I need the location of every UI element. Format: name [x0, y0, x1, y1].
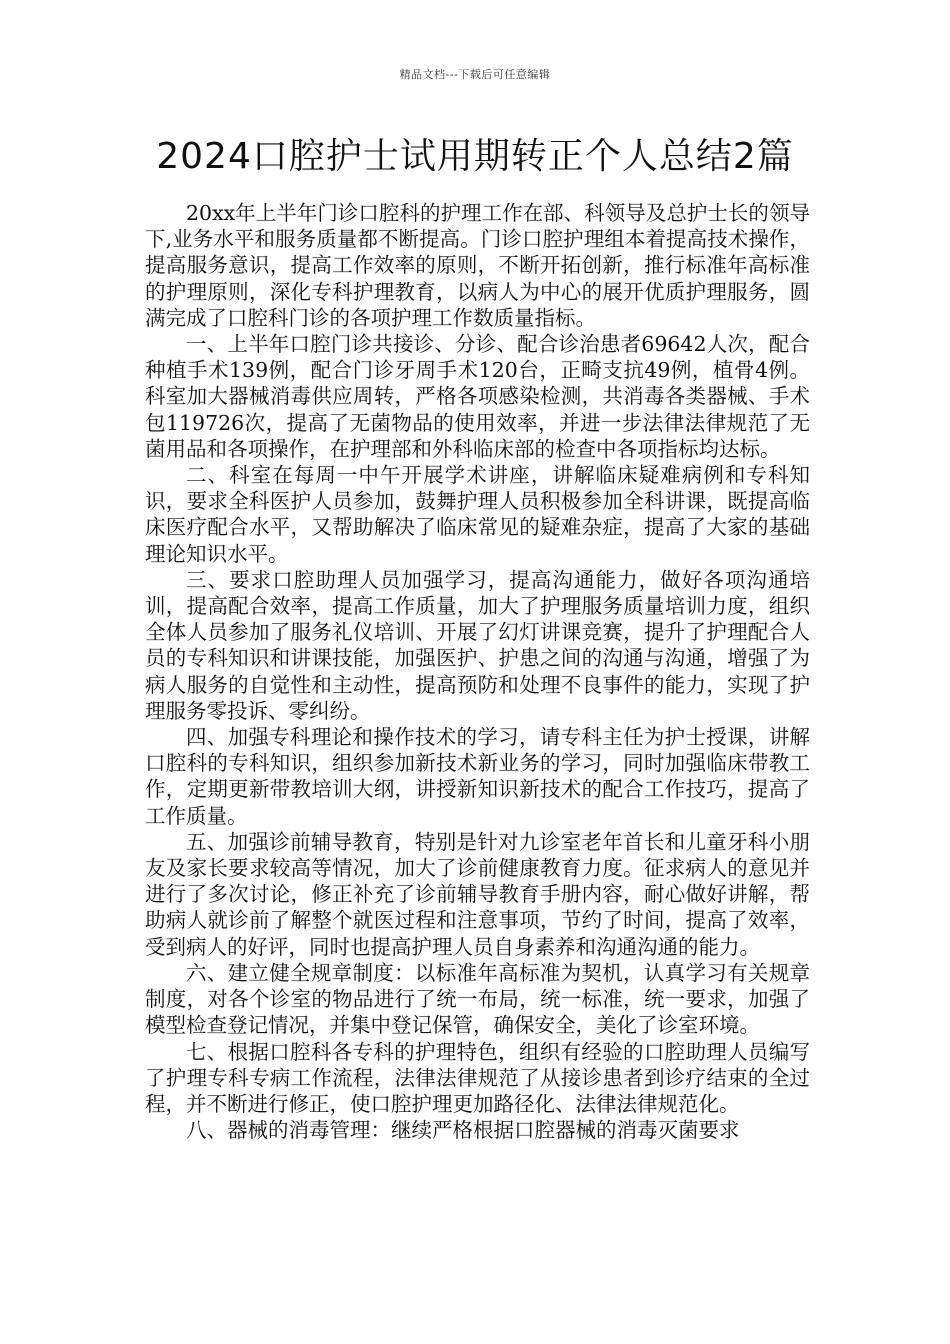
paragraph-intro: 20xx年上半年门诊口腔科的护理工作在部、科领导及总护士长的领导下,业务水平和服务质量都不断提高。门诊口腔护理组本着提高技术操作，提高服务意识，提高工作效率的原则，不断开拓创新，推行标准年高标准的护理原则，深化专科护理教育，以病人为中心的展开优质护理服务，圆满完成了口腔科门诊的各项护理工作数质量指标。 — [145, 201, 810, 330]
paragraph-8: 八、器械的消毒管理：继续严格根据口腔器械的消毒灭菌要求 — [186, 1118, 740, 1143]
document-title: 2024口腔护士试用期转正个人总结2篇 — [156, 136, 794, 177]
paragraph-2: 二、科室在每周一中午开展学术讲座，讲解临床疑难病例和专科知识，要求全科医护人员参加，鼓舞护理人员积极参加全科讲课，既提高临床医疗配合水平，又帮助解决了临床常见的疑难杂症，提高了大家的基础理论知识水平。 — [145, 463, 810, 566]
paragraph-6: 六、建立健全规章制度：以标准年高标准为契机，认真学习有关规章制度，对各个诊室的物品进行了统一布局，统一标准，统一要求，加强了模型检查登记情况，并集中登记保管，确保安全，美化了诊室环境。 — [145, 960, 810, 1038]
paragraph-3: 三、要求口腔助理人员加强学习，提高沟通能力，做好各项沟通培训，提高配合效率，提高工作质量，加大了护理服务质量培训力度，组织全体人员参加了服务礼仪培训、开展了幻灯讲课竞赛，提升了护理配合人员的专科知识和讲课技能，加强医护、护患之间的沟通与沟通，增强了为病人服务的自觉性和主动性，提高预防和处理不良事件的能力，实现了护理服务零投诉、零纠纷。 — [145, 567, 810, 723]
document-body — [145, 200, 810, 1143]
paragraph-7: 七、根据口腔科各专科的护理特色，组织有经验的口腔助理人员编写了护理专科专病工作流程，法律法律规范了从接诊患者到诊疗结束的全过程，并不断进行修正，使口腔护理更加路径化、法律法律规范化。 — [145, 1039, 810, 1116]
paragraph-5: 五、加强诊前辅导教育，特别是针对九诊室老年首长和儿童牙科小朋友及家长要求较高等情况，加大了诊前健康教育力度。征求病人的意见并进行了多次讨论，修正补充了诊前辅导教育手册内容，耐心做好讲解，帮助病人就诊前了解整个就医过程和注意事项，节约了时间，提高了效率，受到病人的好评，同时也提高护理人员自身素养和沟通沟通的能力。 — [145, 829, 810, 959]
header-note: 精品文档---下载后可任意编辑 — [399, 68, 551, 81]
paragraph-1: 一、上半年口腔门诊共接诊、分诊、配合诊治患者69642人次，配合种植手术139例，配合门诊牙周手术120台，正畸支抗49例，植骨4例。科室加大器械消毒供应周转，严格各项感染检测，共消毒各类器械、手术包119726次，提高了无菌物品的使用效率，并进一步法律法律规范了无菌用品和各项操作，在护理部和外科临床部的检查中各项指标均达标。 — [145, 332, 810, 461]
paragraph-4: 四、加强专科理论和操作技术的学习，请专科主任为护士授课，讲解口腔科的专科知识，组织参加新技术新业务的学习，同时加强临床带教工作，定期更新带教培训大纲，讲授新知识新技术的配合工作技巧，提高了工作质量。 — [145, 725, 810, 828]
